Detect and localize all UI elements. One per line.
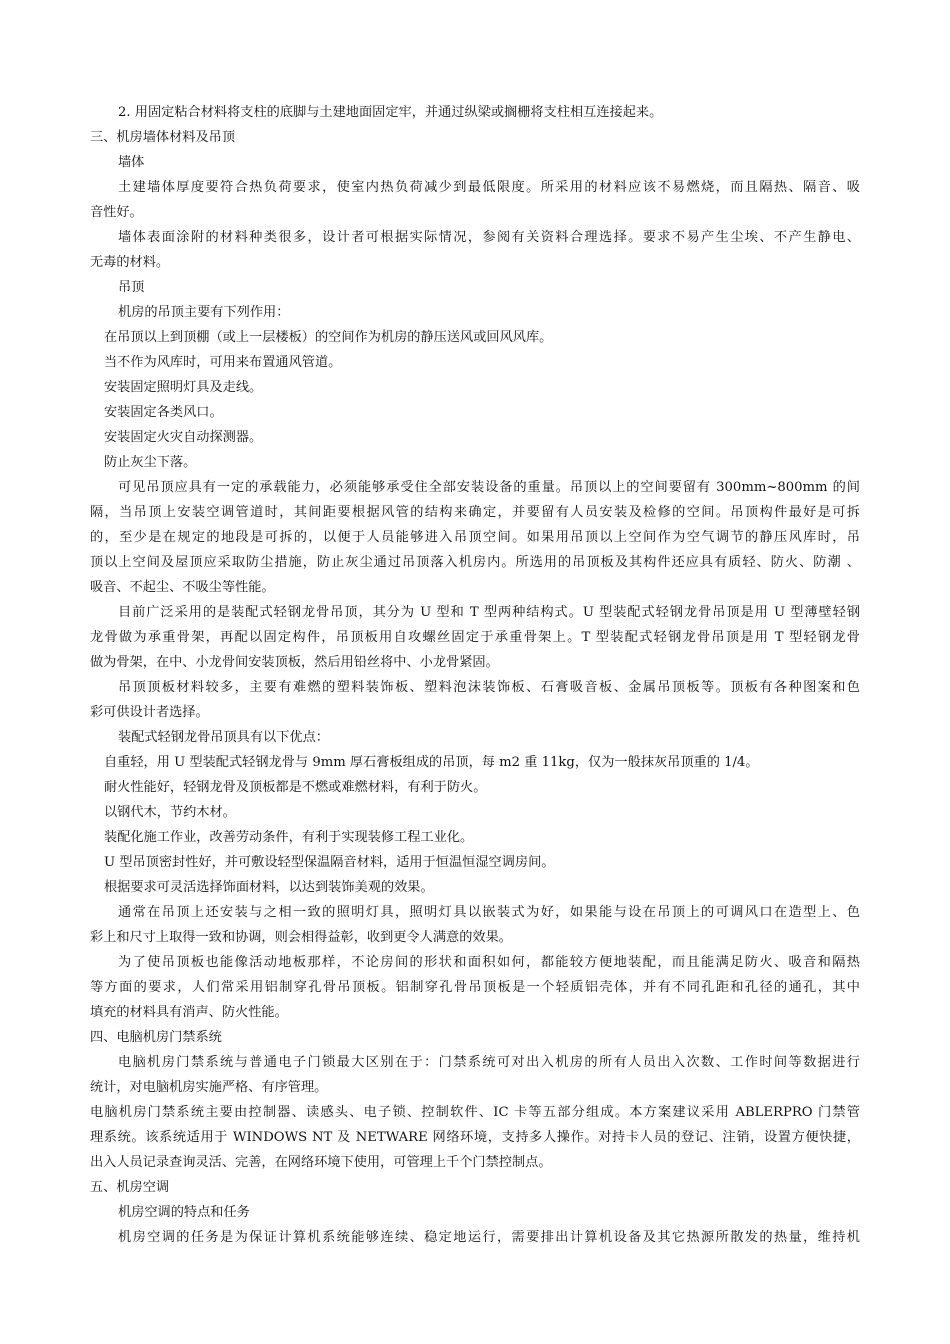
- list-item: 当不作为风库时，可用来布置通风管道。: [104, 355, 342, 370]
- paragraph-line: 电脑机房门禁系统主要由控制器、读感头、电子锁、控制软件、IC 卡等五部分组成。本方案建议采用 ABLERPRO 门禁管: [90, 1105, 860, 1120]
- paragraph-line: 彩上和尺寸上取得一致和协调，则会相得益彰，收到更令人满意的效果。: [90, 930, 512, 945]
- paragraph-line: 彩可供设计者选择。: [90, 705, 209, 720]
- document-body: [90, 100, 860, 1250]
- list-item: 在吊顶以上到顶棚（或上一层楼板）的空间作为机房的静压送风或回风风库。: [104, 330, 553, 345]
- list-item: 耐火性能好，轻钢龙骨及顶板都是不燃或难燃材料，有利于防火。: [104, 780, 487, 795]
- list-item: 安装固定火灾自动探测器。: [104, 430, 263, 445]
- paragraph-line: 音性好。: [90, 205, 143, 220]
- paragraph-line: 无毒的材料。: [90, 255, 170, 270]
- paragraph-line: 吊顶顶板材料较多，主要有难燃的塑料装饰板、塑料泡沫装饰板、石膏吸音板、金属吊顶板等。顶板有各种图案和色: [118, 680, 860, 695]
- paragraph-line: 做为骨架，在中、小龙骨间安装顶板，然后用铅丝将中、小龙骨紧固。: [90, 655, 499, 670]
- subheading: 墙体: [118, 155, 145, 170]
- paragraph-line: 出入人员记录查询灵活、完善，在网络环境下使用，可管理上千个门禁控制点。: [90, 1155, 552, 1170]
- paragraph-line: 理系统。该系统适用于 WINDOWS NT 及 NETWARE 网络环境，支持多人操作。对持卡人员的登记、注销，设置方便快捷，: [90, 1130, 860, 1145]
- paragraph-line: 吸音、不起尘、不吸尘等性能。: [90, 580, 275, 595]
- paragraph-line: 2. 用固定粘合材料将支柱的底脚与土建地面固定牢，并通过纵梁或搁栅将支柱相互连接起来。: [118, 105, 663, 120]
- paragraph-line: 机房的吊顶主要有下列作用：: [118, 305, 290, 320]
- subheading: 机房空调的特点和任务: [118, 1205, 250, 1220]
- section-heading: 五、机房空调: [90, 1180, 170, 1195]
- list-item: 安装固定各类风口。: [104, 405, 223, 420]
- paragraph-line: 电脑机房门禁系统与普通电子门锁最大区别在于：门禁系统可对出入机房的所有人员出入次数、工作时间等数据进行: [118, 1055, 860, 1070]
- list-item: 根据要求可灵活选择饰面材料，以达到装饰美观的效果。: [104, 880, 434, 895]
- paragraph-line: 等方面的要求，人们常采用铝制穿孔骨吊顶板。铝制穿孔骨吊顶板是一个轻质铝壳体，并有不同孔距和孔径的通孔，其中: [90, 980, 860, 995]
- list-item: 防止灰尘下落。: [104, 455, 197, 470]
- list-item: 安装固定照明灯具及走线。: [104, 380, 263, 395]
- paragraph-line: 为了使吊顶板也能像活动地板那样，不论房间的形状和面积如何，都能较方便地装配，而且能满足防火、吸音和隔热: [118, 955, 860, 970]
- subheading: 吊顶: [118, 280, 145, 295]
- list-item: 以钢代木，节约木材。: [104, 805, 236, 820]
- paragraph-line: 顶以上空间及屋顶应采取防尘措施，防止灰尘通过吊顶落入机房内。所选用的吊顶板及其构件还应具有质轻、防火、防潮 、: [90, 555, 860, 570]
- list-item: U 型吊顶密封性好，并可敷设轻型保温隔音材料，适用于恒温恒湿空调房间。: [104, 855, 555, 870]
- paragraph-line: 隔，当吊顶上安装空调管道时，其间距要根据风管的结构来确定，并要留有人员安装及检修的空间。吊顶构件最好是可拆: [90, 505, 860, 520]
- paragraph-line: 可见吊顶应具有一定的承载能力，必须能够承受住全部安装设备的重量。吊顶以上的空间要留有 300mm~800mm 的间: [118, 480, 860, 495]
- paragraph-line: 土建墙体厚度要符合热负荷要求，使室内热负荷减少到最低限度。所采用的材料应该不易燃烧，而且隔热、隔音、吸: [118, 180, 860, 195]
- list-item: 装配化施工作业，改善劳动条件，有利于实现装修工程工业化。: [104, 830, 474, 845]
- paragraph-line: 装配式轻钢龙骨吊顶具有以下优点：: [118, 730, 329, 745]
- section-heading: 四、电脑机房门禁系统: [90, 1030, 222, 1045]
- list-item: 自重轻，用 U 型装配式轻钢龙骨与 9mm 厚石膏板组成的吊顶，每 m2 重 11kg，仅为一般抹灰吊顶重的 1/4。: [104, 755, 759, 770]
- paragraph-line: 通常在吊顶上还安装与之相一致的照明灯具，照明灯具以嵌装式为好，如果能与设在吊顶上的可调风口在造型上、色: [118, 905, 860, 920]
- paragraph-line: 统计，对电脑机房实施严格、有序管理。: [90, 1080, 328, 1095]
- paragraph-line: 龙骨做为承重骨架，再配以固定构件，吊顶板用自攻螺丝固定于承重骨架上。T 型装配式轻钢龙骨吊顶是用 T 型轻钢龙骨: [90, 630, 860, 645]
- paragraph-line: 填充的材料具有消声、防火性能。: [90, 1005, 288, 1020]
- section-heading: 三、机房墙体材料及吊顶: [90, 130, 236, 145]
- paragraph-line: 机房空调的任务是为保证计算机系统能够连续、稳定地运行，需要排出计算机设备及其它热源所散发的热量，维持机: [118, 1230, 860, 1245]
- paragraph-line: 墙体表面涂附的材料种类很多，设计者可根据实际情况，参阅有关资料合理选择。要求不易产生尘埃、不产生静电、: [118, 230, 860, 245]
- paragraph-line: 目前广泛采用的是装配式轻钢龙骨吊顶，其分为 U 型和 T 型两种结构式。U 型装配式轻钢龙骨吊顶是用 U 型薄壁轻钢: [118, 605, 860, 620]
- paragraph-line: 的，至少是在规定的地段是可拆的，以便于人员能够进入吊顶空间。如果用吊顶以上空间作为空气调节的静压风库时，吊: [90, 530, 860, 545]
